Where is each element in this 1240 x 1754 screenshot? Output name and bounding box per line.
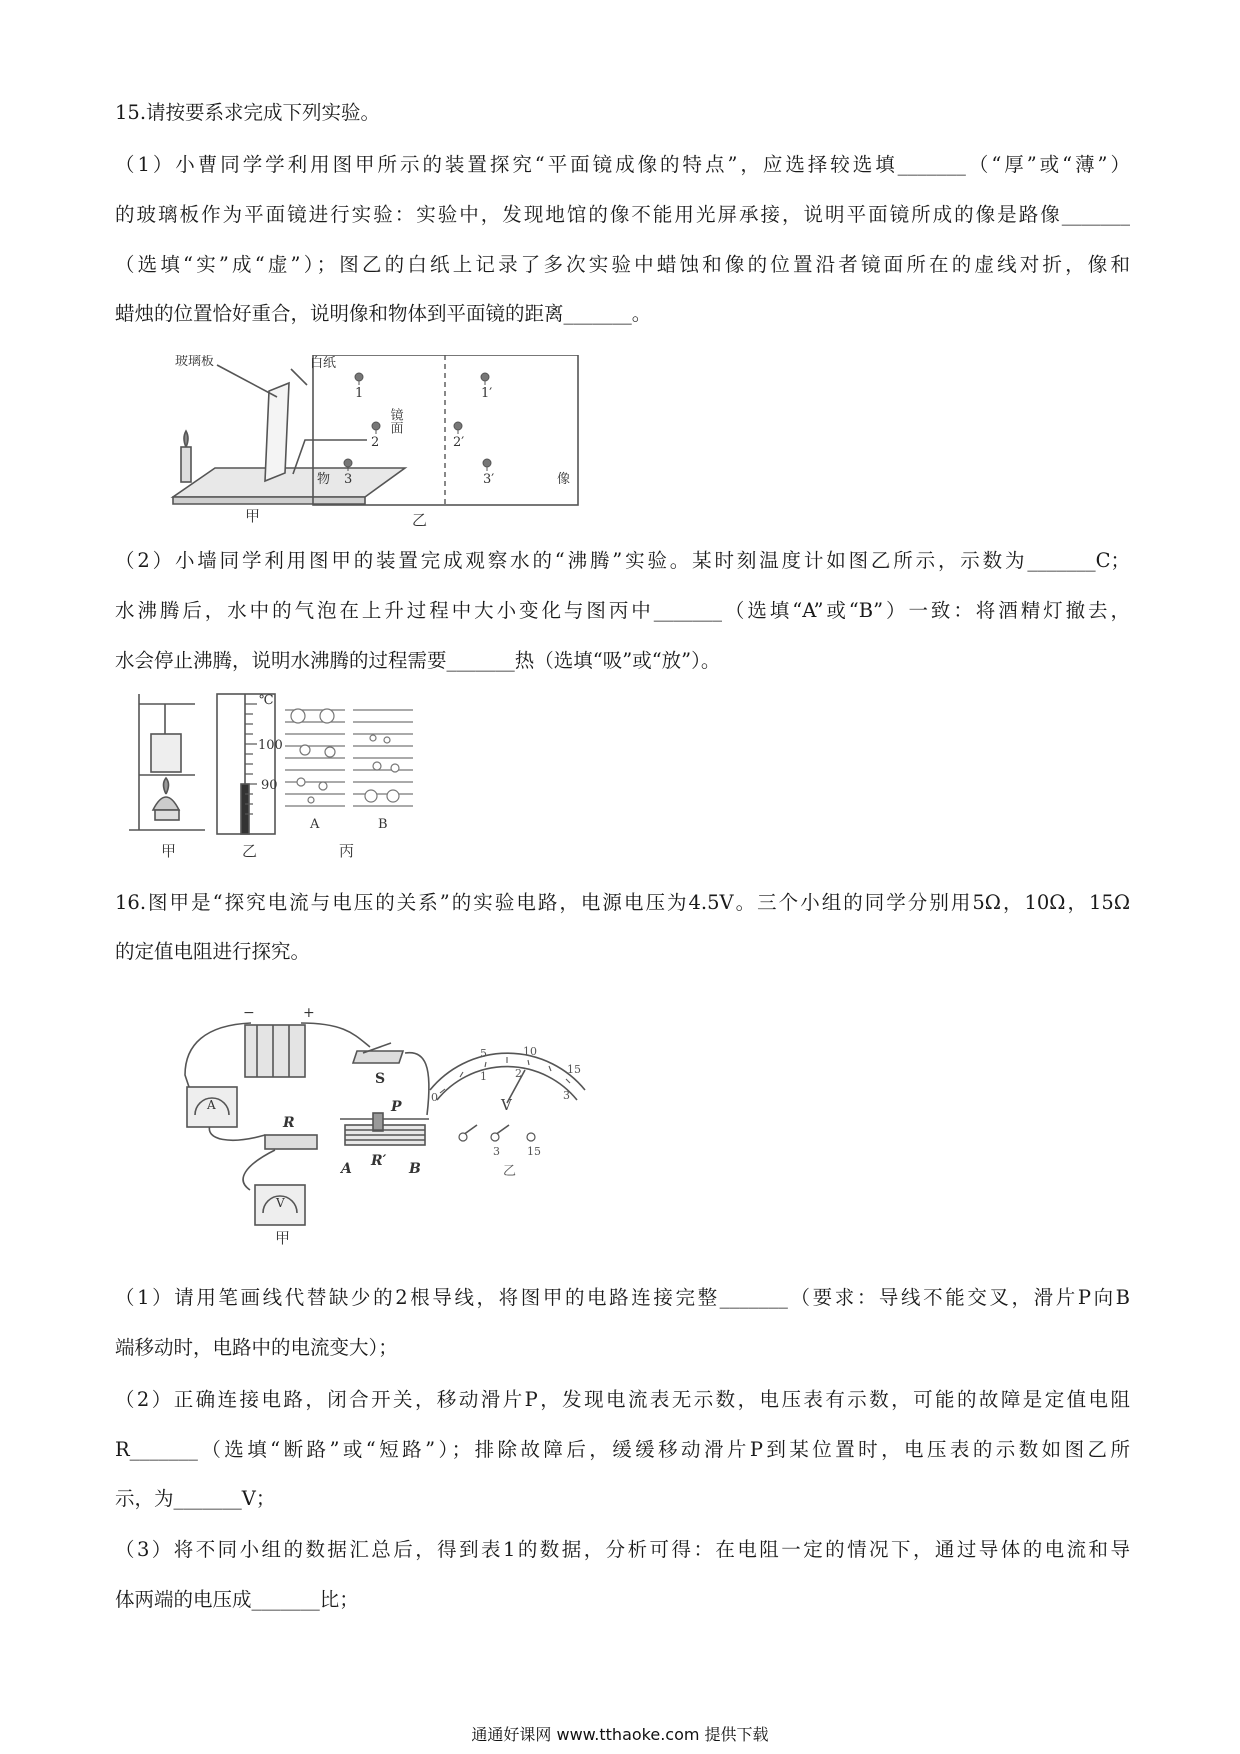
- scale-top-5: 5: [480, 1047, 487, 1060]
- resistor-label: R: [283, 1115, 295, 1131]
- q16-part1-line2: 端移动时，电路中的电流变大）；: [115, 1336, 398, 1359]
- fig1-caption-yi: 乙: [412, 511, 428, 529]
- point-1-prime: 1′: [481, 386, 493, 401]
- rheostat-label: R′: [371, 1153, 387, 1169]
- end-a-label: A: [341, 1161, 352, 1177]
- scale-bottom-3: 3: [563, 1089, 570, 1102]
- q16-part2-line1: （2）正确连接电路，闭合开关，移动滑片P，发现电流表无示数，电压表有示数，可能的故障是定值电阻: [115, 1388, 1130, 1411]
- terminal-15: 15: [527, 1145, 541, 1158]
- point-2-prime: 2′: [453, 435, 465, 450]
- circuit-caption-yi: 乙: [503, 1164, 517, 1179]
- point-1: 1: [355, 386, 364, 401]
- scale-bottom-1: 1: [480, 1070, 487, 1083]
- battery-minus: −: [243, 1005, 255, 1021]
- q15-part2-line3: 水会停止沸腾，说明水沸腾的过程需要_______热（选填“吸”或“放”）。: [115, 649, 721, 672]
- fig2-caption-jia: 甲: [161, 842, 177, 860]
- q15-part1-line3: （选填“实”成“虚”）；图乙的白纸上记录了多次实验中蜡蚀和像的位置沿者镜面所在的虚线对折，像和: [115, 253, 1130, 276]
- object-label: 物: [317, 472, 331, 487]
- q16-line2: 的定值电阻进行探究。: [115, 940, 311, 963]
- image-label: 像: [557, 472, 571, 487]
- q16-part2-line3: 示，为_______V；: [115, 1487, 276, 1510]
- q15-part1-line1: （1）小曹同学学利用图甲所示的装置探究“平面镜成像的特点”，应选择较选填_______（“厚”或“薄”）: [115, 153, 1130, 176]
- q15-part1-line4: 蜡烛的位置恰好重合，说明像和物体到平面镜的距离_______。: [115, 302, 652, 325]
- fig2-caption-bing: 丙: [339, 842, 355, 860]
- q16-part3-line1: （3）将不同小组的数据汇总后，得到表1的数据，分析可得：在电阻一定的情况下，通过导体的电流和导: [115, 1538, 1130, 1561]
- glass-plate-label: 玻璃板: [175, 355, 215, 369]
- scale-voltmeter-label: V: [501, 1096, 512, 1114]
- label-b: B: [378, 817, 388, 832]
- boiling-figure: [125, 690, 470, 875]
- q16-part1-line1: （1）请用笔画线代替缺少的2根导线，将图甲的电路连接完整_______（要求：导线不能交叉，滑片P向B: [115, 1286, 1130, 1309]
- q16-part2-line2: R_______（选填“断路”或“短路”）；排除故障后，缓缓移动滑片P到某位置时，电压表的示数如图乙所: [115, 1438, 1130, 1461]
- scale-top-15: 15: [567, 1063, 581, 1076]
- mirror-label: 镜面: [387, 408, 403, 434]
- label-a: A: [310, 817, 320, 832]
- q16-part3-line2: 体两端的电压成_______比；: [115, 1588, 359, 1611]
- point-2: 2: [371, 435, 380, 450]
- switch-label: S: [375, 1071, 386, 1087]
- tick-100: 100: [258, 738, 283, 753]
- q15-part2-line2: 水沸腾后，水中的气泡在上升过程中大小变化与图丙中_______（选填“A”或“B”）一致：将酒精灯撤去，: [115, 599, 1130, 622]
- scale-top-10: 10: [523, 1045, 537, 1058]
- white-paper-label: 白纸: [310, 356, 337, 371]
- voltmeter-label: V: [276, 1196, 285, 1210]
- point-3: 3: [344, 472, 353, 487]
- tick-90: 90: [261, 778, 278, 793]
- terminal-3: 3: [493, 1145, 500, 1158]
- scale-bottom-2: 2: [515, 1067, 522, 1080]
- thermometer-unit: ℃: [259, 693, 274, 708]
- fig1-caption-jia: 甲: [245, 507, 261, 525]
- scale-bottom-0: 0: [431, 1091, 438, 1104]
- plane-mirror-figure: [165, 355, 605, 530]
- ammeter-label: A: [207, 1098, 216, 1112]
- q15-title: 15.请按要系求完成下列实验。: [115, 101, 381, 124]
- battery-plus: +: [303, 1005, 315, 1021]
- point-3-prime: 3′: [483, 472, 495, 487]
- fig2-caption-yi: 乙: [242, 842, 258, 860]
- page-footer: 通通好课网 www.tthaoke.com 提供下载: [471, 1725, 769, 1744]
- circuit-caption-jia: 甲: [275, 1229, 291, 1245]
- slider-label: P: [391, 1099, 402, 1115]
- end-b-label: B: [409, 1161, 421, 1177]
- q15-part1-line2: 的玻璃板作为平面镜进行实验：实验中，发现地馆的像不能用光屏承接，说明平面镜所成的像是路像_______: [115, 203, 1130, 226]
- circuit-figure: [165, 1005, 665, 1245]
- q16-line1: 16.图甲是“探究电流与电压的关系”的实验电路，电源电压为4.5V。三个小组的同学分别用5Ω，10Ω，15Ω: [115, 891, 1130, 914]
- q15-part2-line1: （2）小墙同学利用图甲的装置完成观察水的“沸腾”实验。某时刻温度计如图乙所示，示数为_______C；: [115, 549, 1130, 572]
